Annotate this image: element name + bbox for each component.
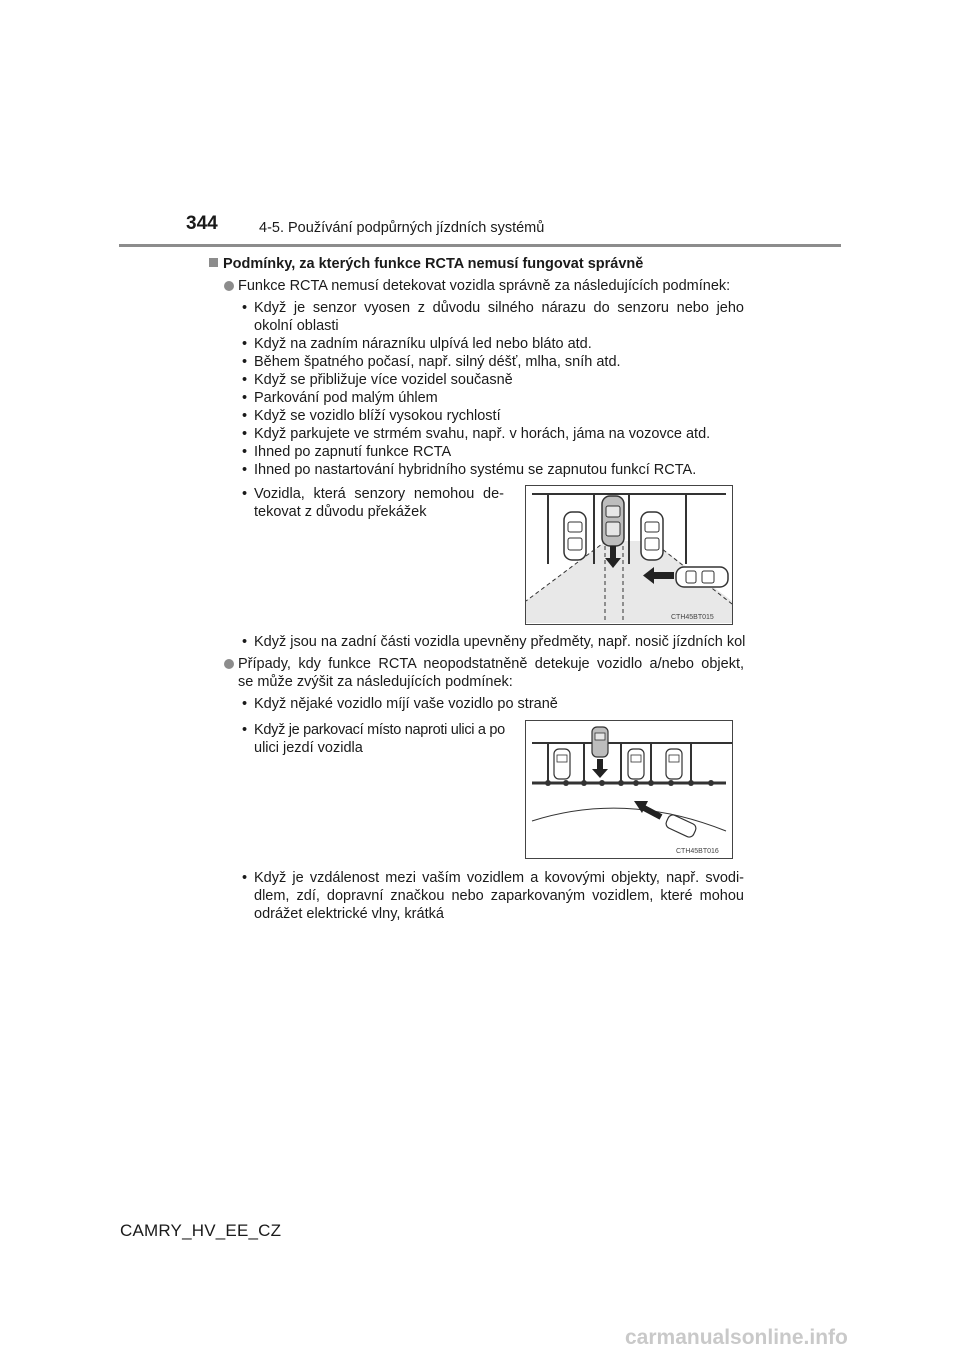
condition-item-2-line1: Případy, kdy funkce RCTA neopodstatněně detekuje vozidlo a/nebo objekt, <box>238 656 744 672</box>
list-item: • Když se vozidlo blíží vysokou rychlostí <box>242 408 501 424</box>
list-item: • Když parkujete ve strmém svahu, např. v horách, jáma na vozovce atd. <box>242 426 711 442</box>
parked-car-1 <box>554 749 570 779</box>
parked-car-left <box>564 512 586 560</box>
condition-item-2-line2: se může zvýšit za následujících podmínek: <box>238 674 513 690</box>
list-item: • Parkování pod malým úhlem <box>242 390 438 406</box>
list-item: • Když nějaké vozidlo míjí vaše vozidlo po straně <box>242 696 558 712</box>
list-item: • Během špatného počasí, např. silný déšť, mlha, sníh atd. <box>242 354 621 370</box>
condition-item-1 <box>238 277 730 295</box>
list-item-continuation: dlem, zdí, dopravní značkou nebo zaparkovaným vozidlem, které mohou <box>254 888 744 904</box>
list-item-continuation: ulici jezdí vozidla <box>254 740 363 756</box>
list-item: • Ihned po zapnutí funkce RCTA <box>242 444 452 460</box>
list-item: • Ihned po nastartování hybridního systému se zapnutou funkcí RCTA. <box>242 462 697 478</box>
heading-text: Podmínky, za kterých funkce RCTA nemusí fungovat správně <box>223 256 644 272</box>
figure-code: CTH45BT016 <box>676 848 719 855</box>
approaching-car <box>676 567 728 587</box>
list-item: • Když je parkovací místo naproti ulici a po <box>242 722 505 738</box>
arrow-down-icon <box>592 759 608 778</box>
own-car-icon <box>592 727 608 757</box>
circle-bullet-icon <box>224 281 234 291</box>
list-item-continuation: okolní oblasti <box>254 318 339 334</box>
list-item: • Když je senzor vyosen z důvodu silného nárazu do senzoru nebo jeho <box>242 300 744 316</box>
figure-parking-across-street <box>525 720 733 859</box>
list-item: • Když jsou na zadní části vozidla upevněny předměty, např. nosič jízdních kol <box>242 634 746 650</box>
parked-car-right <box>641 512 663 560</box>
watermark: carmanualsonline.info <box>625 1326 848 1349</box>
page-number: 344 <box>186 213 218 234</box>
condition-item-2 <box>238 655 744 673</box>
list-item: • Když se přibližuje více vozidel současně <box>242 372 513 388</box>
list-item: • Když na zadním nárazníku ulpívá led nebo bláto atd. <box>242 336 592 352</box>
list-item-continuation: tekovat z důvodu překážek <box>254 504 427 520</box>
square-bullet-icon <box>209 258 218 267</box>
footer-model-code: CAMRY_HV_EE_CZ <box>120 1221 282 1240</box>
figure-obstructed-vehicles <box>525 485 733 625</box>
figure-code: CTH45BT015 <box>671 614 714 621</box>
subsection-heading <box>209 256 643 272</box>
list-item: • Vozidla, která senzory nemohou de- <box>242 486 504 502</box>
road-edge <box>532 808 726 831</box>
list-item: • Když je vzdálenost mezi vaším vozidlem a kovovými objekty, např. svodi- <box>242 870 744 886</box>
parked-car-3 <box>666 749 682 779</box>
parked-car-2 <box>628 749 644 779</box>
own-car-icon <box>602 496 624 546</box>
passing-car <box>664 813 697 838</box>
circle-bullet-icon <box>224 659 234 669</box>
header-divider <box>119 244 841 247</box>
section-title: 4-5. Používání podpůrných jízdních systémů <box>259 220 545 236</box>
list-item-continuation: odrážet elektrické vlny, krátká <box>254 906 444 922</box>
condition-item-1-text: Funkce RCTA nemusí detekovat vozidla správně za následujících podmínek: <box>238 278 731 294</box>
